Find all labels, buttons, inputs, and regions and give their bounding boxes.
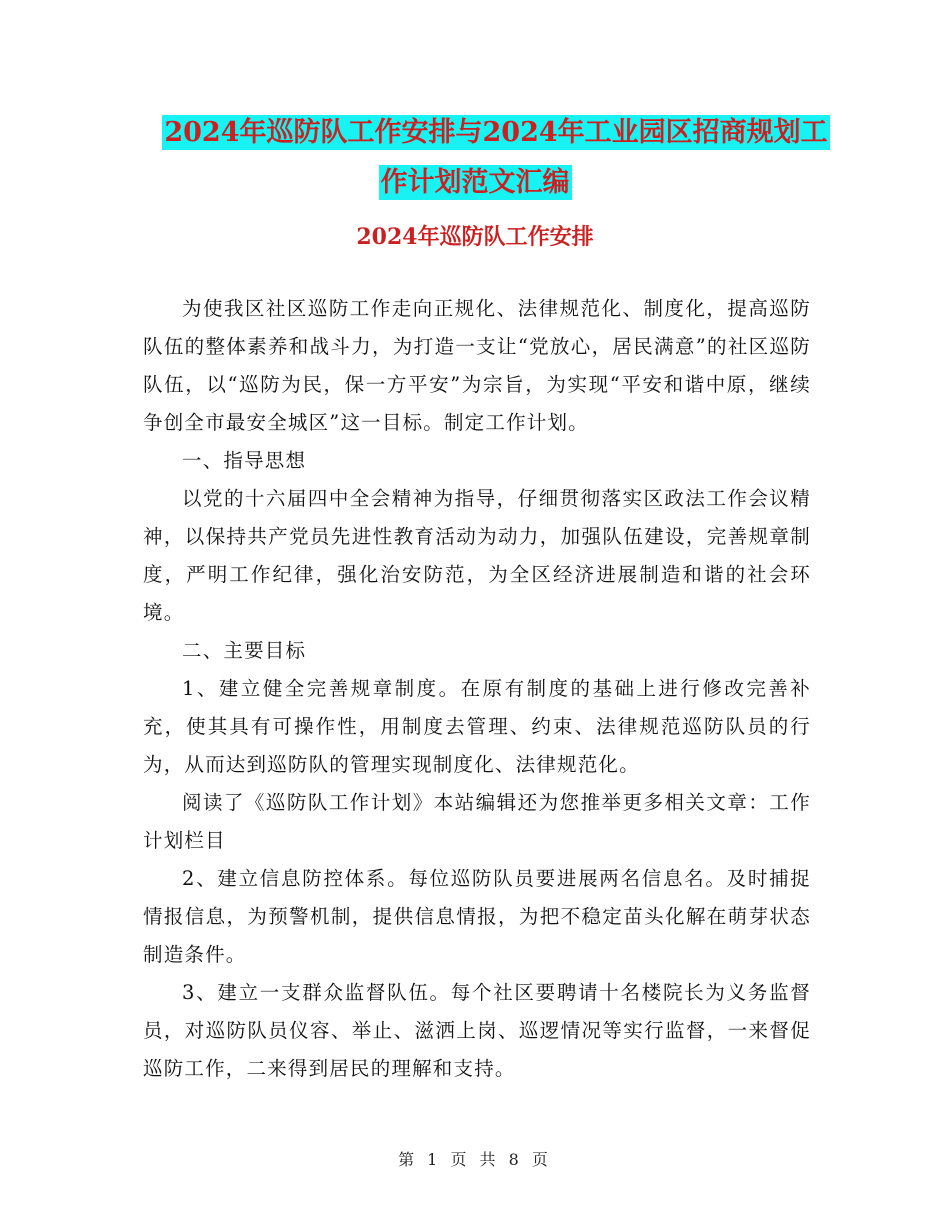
- paragraph-intro: 为使我区社区巡防工作走向正规化、法律规范化、制度化，提高巡防队伍的整体素养和战斗力，为打造一支让“党放心，居民满意”的社区巡防队伍，以“巡防为民，保一方平安”为宗旨，为实现“平安和谐中原，继续争创全市最安全城区”这一目标。制定工作计划。: [143, 297, 811, 434]
- title-line-2: [0, 158, 950, 208]
- paragraph-goal-2: 2、建立信息防控体系。每位巡防队员要进展两名信息名。及时捕捉情报信息，为预警机制，提供信息情报，为把不稳定苗头化解在萌芽状态制造条件。: [143, 867, 811, 966]
- title-line-1: [0, 108, 950, 158]
- heading-guiding-ideology: 一、指导思想: [182, 449, 307, 472]
- heading-main-goals: 二、主要目标: [182, 639, 307, 662]
- paragraph-goal-3: 3、建立一支群众监督队伍。每个社区要聘请十名楼院长为义务监督员，对巡防队员仪容、举止、滋洒上岗、巡逻情况等实行监督，一来督促巡防工作，二来得到居民的理解和支持。: [143, 981, 811, 1080]
- section-heading: 2024年巡防队工作安排: [356, 224, 594, 250]
- document-title: [0, 108, 950, 208]
- paragraph-guiding-ideology: 以党的十六届四中全会精神为指导，仔细贯彻落实区政法工作会议精神，以保持共产党员先进性教育活动为动力，加强队伍建设，完善规章制度，严明工作纪律，强化治安防范，为全区经济进展制造和谐的社会环境。: [143, 487, 811, 624]
- paragraph-goal-1: 1、建立健全完善规章制度。在原有制度的基础上进行修改完善补充，使其具有可操作性，用制度去管理、约束、法律规范巡防队员的行为，从而达到巡防队的管理实现制度化、法律规范化。: [143, 677, 811, 776]
- document-body: [143, 290, 811, 1088]
- page-number-footer: 第 1 页 共 8 页: [398, 1150, 552, 1169]
- title-line-2-text: 作计划范文汇编: [380, 167, 570, 198]
- paragraph-related-articles: 阅读了《巡防队工作计划》本站编辑还为您推举更多相关文章：工作计划栏目: [143, 791, 811, 852]
- title-line-1-text: 2024年巡防队工作安排与2024年工业园区招商规划工: [164, 117, 828, 148]
